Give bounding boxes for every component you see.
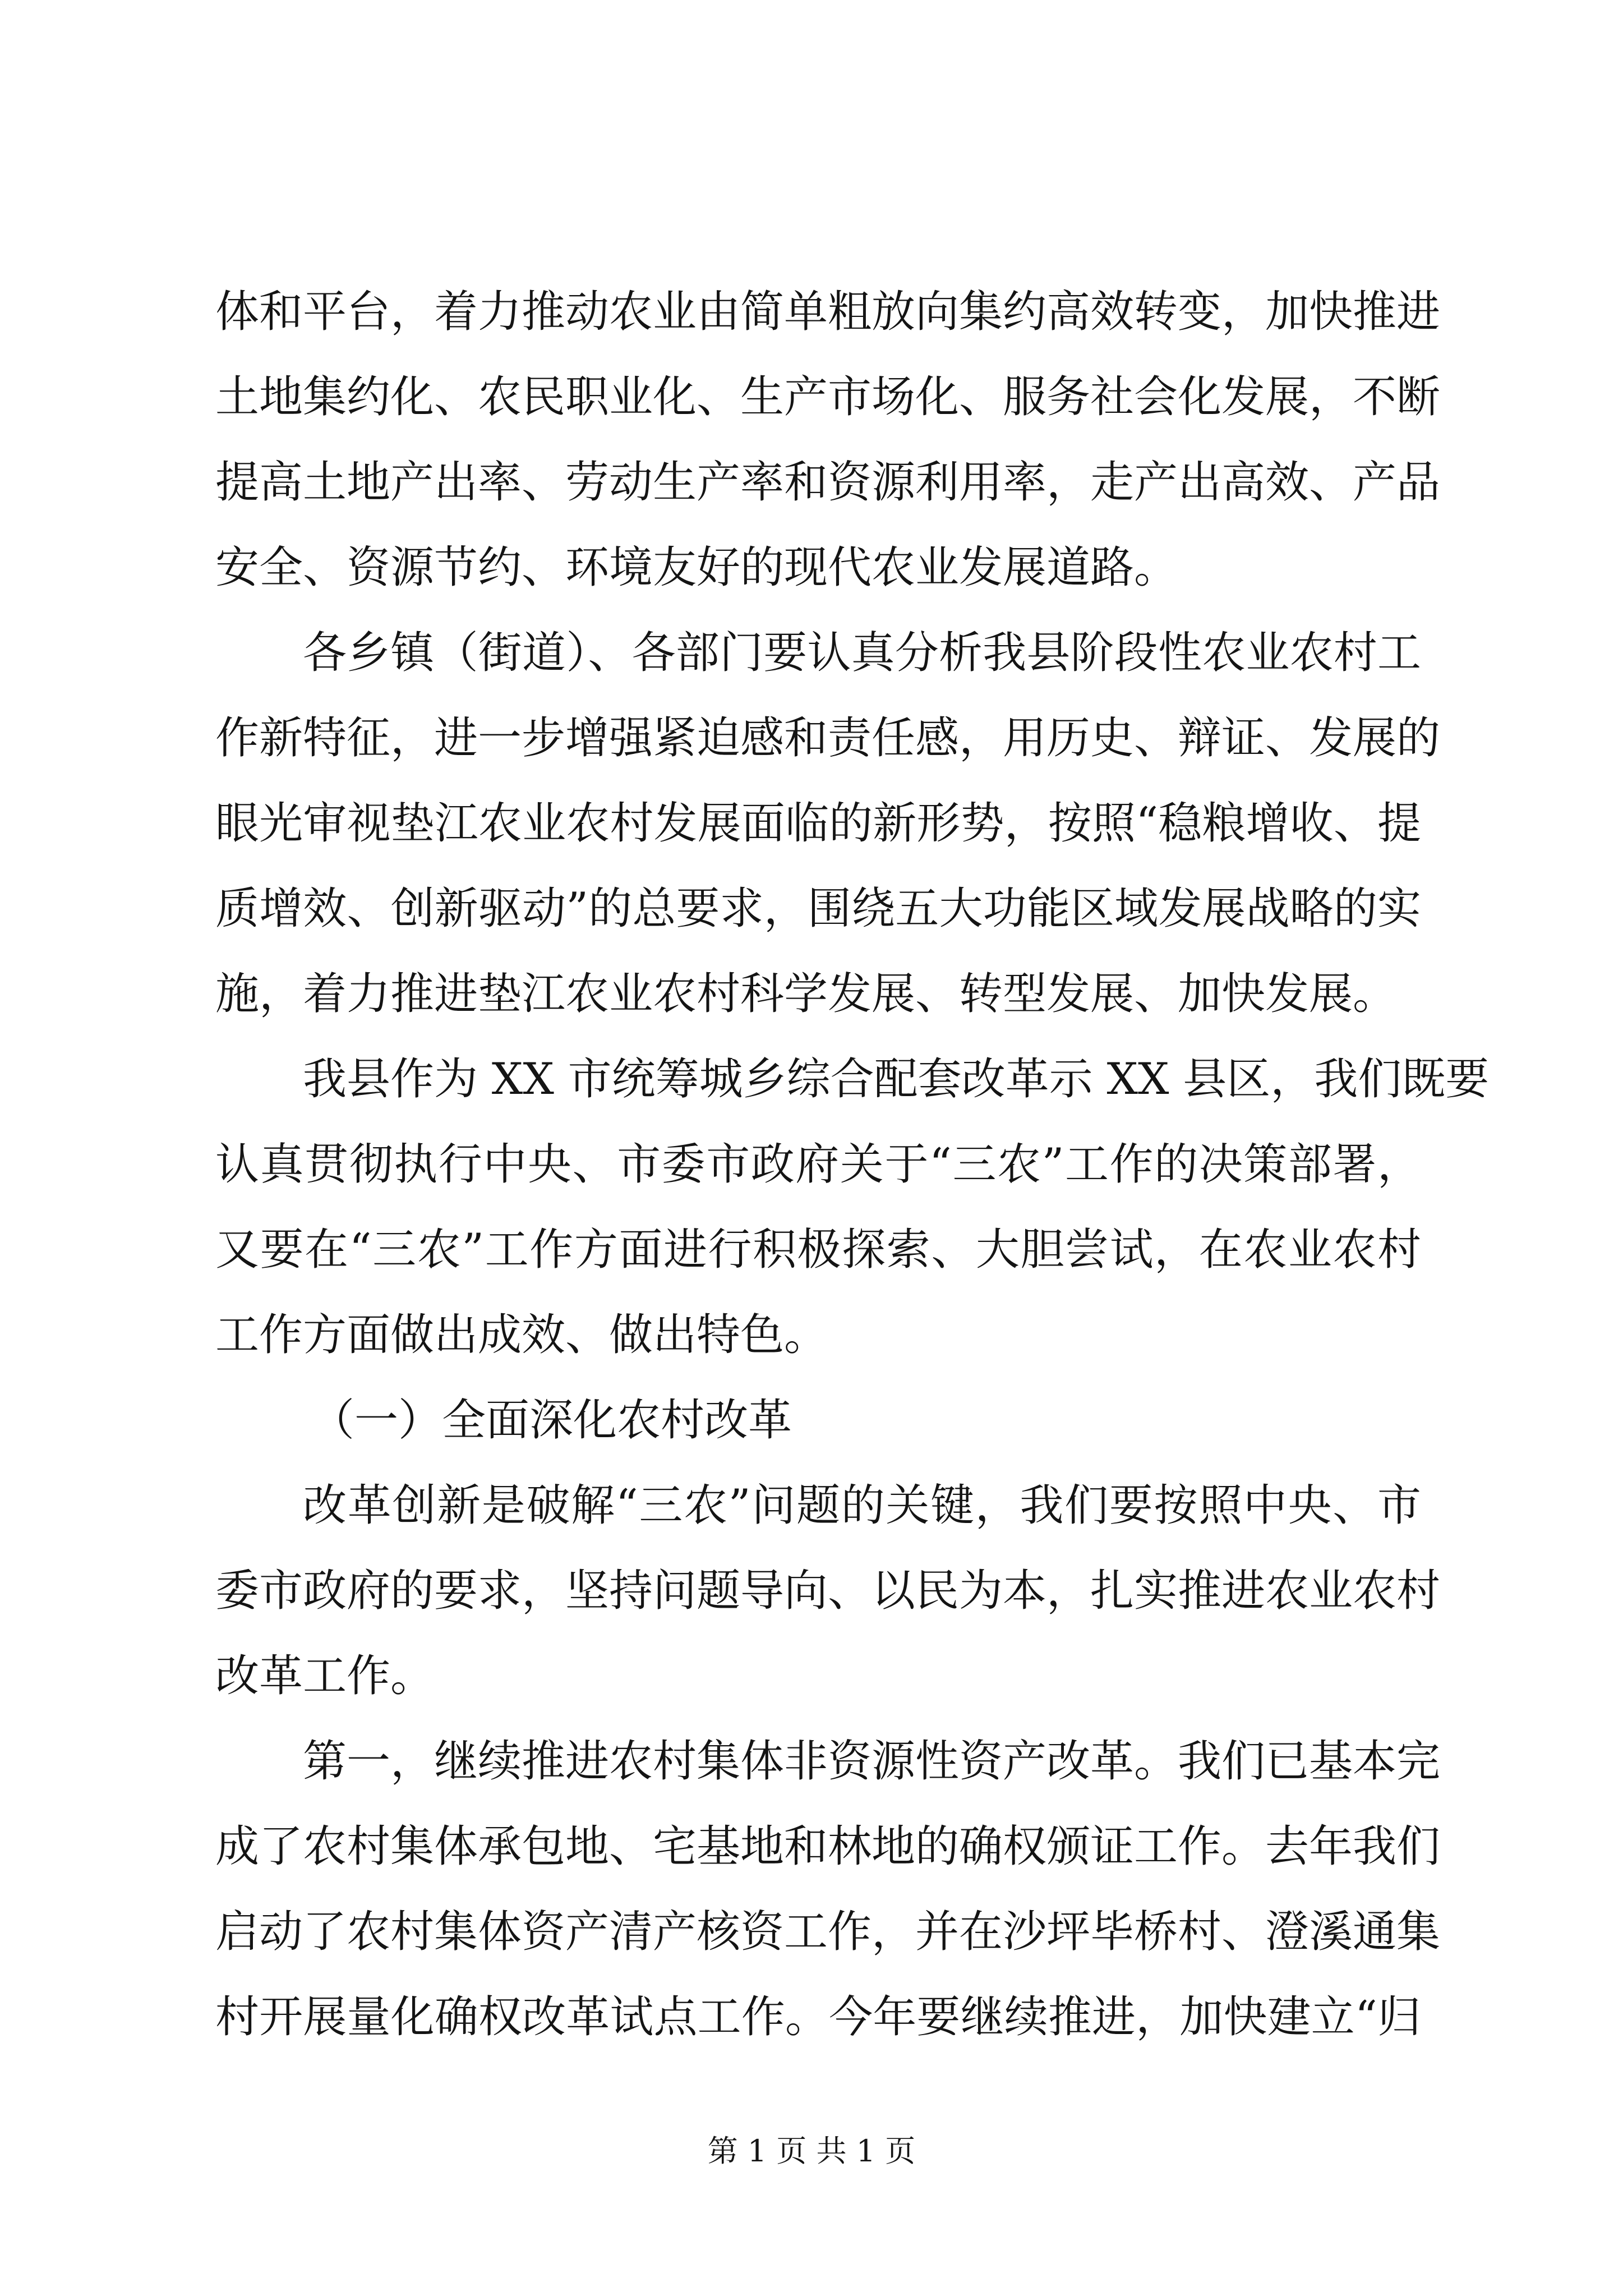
paragraph-first-line: 我县作为 XX 市统筹城乡综合配套改革示 XX 县区，我们既要 xyxy=(303,1054,1490,1105)
paragraph-first-line: 第一，继续推进农村集体非资源性资产改革。我们已基本完 xyxy=(303,1736,1441,1787)
text-line: 眼光审视垫江农业农村发展面临的新形势，按照“稳粮增收、提 xyxy=(215,798,1421,849)
document-body xyxy=(215,269,1490,2060)
text-line: 成了农村集体承包地、宅基地和林地的确权颁证工作。去年我们 xyxy=(215,1821,1441,1872)
paragraph-first-line: 各乡镇（街道）、各部门要认真分析我县阶段性农业农村工 xyxy=(303,628,1421,678)
text-line: 村开展量化确权改革试点工作。今年要继续推进，加快建立“归 xyxy=(215,1992,1421,2042)
text-line: 提高土地产出率、劳动生产率和资源利用率，走产出高效、产品 xyxy=(215,457,1441,508)
text-line: 施，着力推进垫江农业农村科学发展、转型发展、加快发展。 xyxy=(215,969,1397,1019)
text-line: 启动了农村集体资产清产核资工作，并在沙坪毕桥村、澄溪通集 xyxy=(215,1907,1441,1957)
text-line: 工作方面做出成效、做出特色。 xyxy=(215,1310,828,1360)
text-line: 安全、资源节约、环境友好的现代农业发展道路。 xyxy=(215,542,1178,593)
page-footer: 第 1 页 共 1 页 xyxy=(707,2133,916,2169)
text-line: 又要在“三农”工作方面进行积极探索、大胆尝试，在农业农村 xyxy=(215,1225,1421,1275)
text-line: 体和平台，着力推动农业由简单粗放向集约高效转变，加快推进 xyxy=(215,287,1441,337)
text-line: 土地集约化、农民职业化、生产市场化、服务社会化发展，不断 xyxy=(215,372,1441,422)
text-line: 改革工作。 xyxy=(215,1651,435,1701)
section-heading: （一）全面深化农村改革 xyxy=(311,1395,792,1446)
text-line: 质增效、创新驱动”的总要求，围绕五大功能区域发展战略的实 xyxy=(215,884,1421,934)
text-line: 作新特征，进一步增强紧迫感和责任感，用历史、辩证、发展的 xyxy=(215,713,1441,763)
text-line: 认真贯彻执行中央、市委市政府关于“三农”工作的决策部署， xyxy=(215,1139,1421,1190)
paragraph-first-line: 改革创新是破解“三农”问题的关键，我们要按照中央、市 xyxy=(303,1480,1421,1531)
text-line: 委市政府的要求，坚持问题导向、以民为本，扎实推进农业农村 xyxy=(215,1566,1441,1616)
